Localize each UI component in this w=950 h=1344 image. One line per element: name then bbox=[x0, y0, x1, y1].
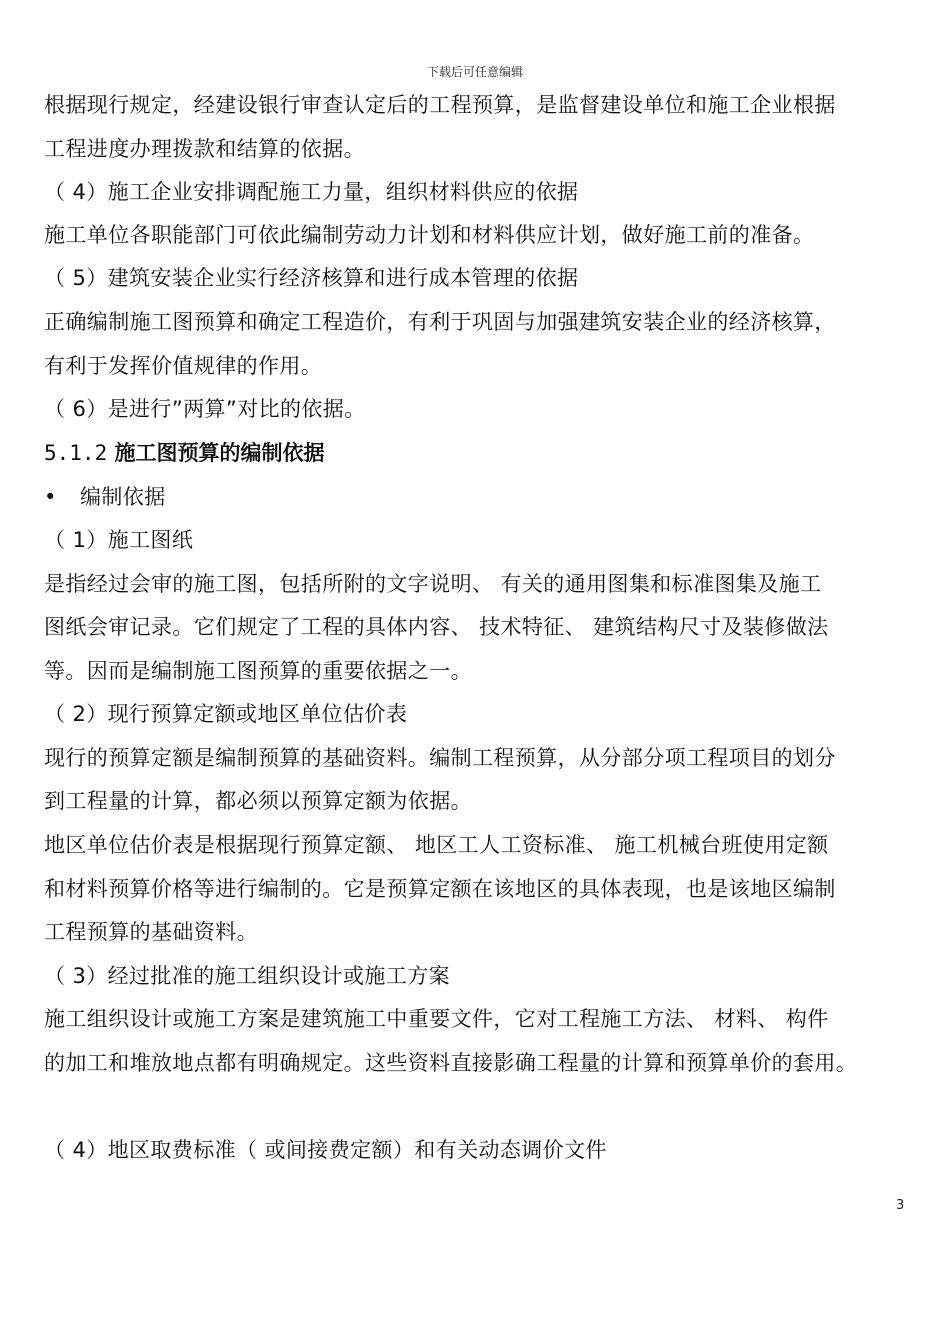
item-heading: （ 3）经过批准的施工组织设计或施工方案 bbox=[44, 964, 451, 988]
bullet-item bbox=[44, 482, 166, 512]
item-heading: （ 6）是进行”两算”对比的依据。 bbox=[44, 397, 366, 421]
paragraph-line: 正确编制施工图预算和确定工程造价，有利于巩固与加强建筑安装企业的经济核算， bbox=[44, 310, 836, 334]
paragraph-line: 地区单位估价表是根据现行预算定额、 地区工人工资标准、 施工机械台班使用定额 bbox=[44, 833, 829, 857]
paragraph-line: 现行的预算定额是编制预算的基础资料。编制工程预算，从分部分项工程项目的划分 bbox=[44, 746, 836, 770]
section-heading bbox=[44, 438, 325, 468]
paragraph-line: 的加工和堆放地点都有明确规定。这些资料直接影确工程量的计算和预算单价的套用。 bbox=[44, 1051, 858, 1075]
paragraph-line: 根据现行规定，经建设银行审查认定后的工程预算，是监督建设单位和施工企业根据 bbox=[44, 93, 836, 117]
paragraph-line: 工程进度办理拨款和结算的依据。 bbox=[44, 137, 365, 161]
item-heading: （ 4）地区取费标准（ 或间接费定额）和有关动态调价文件 bbox=[44, 1138, 607, 1162]
page-number: 3 bbox=[896, 1198, 905, 1213]
paragraph-line: 施工单位各职能部门可依此编制劳动力计划和材料供应计划，做好施工前的准备。 bbox=[44, 223, 815, 247]
paragraph-line: 施工组织设计或施工方案是建筑施工中重要文件，它对工程施工方法、 材料、 构件 bbox=[44, 1007, 829, 1031]
header-note: 下载后可任意编辑 bbox=[426, 65, 523, 79]
paragraph-line: 有利于发挥价值规律的作用。 bbox=[44, 354, 323, 378]
paragraph-line: 工程预算的基础资料。 bbox=[44, 920, 258, 944]
item-heading: （ 5）建筑安装企业实行经济核算和进行成本管理的依据 bbox=[44, 266, 579, 290]
paragraph-line: 是指经过会审的施工图，包括所附的文字说明、 有关的通用图集和标准图集及施工 bbox=[44, 572, 822, 596]
paragraph-line: 等。因而是编制施工图预算的重要依据之一。 bbox=[44, 659, 472, 683]
section-number: 5.1.2 bbox=[44, 441, 108, 465]
item-heading: （ 4）施工企业安排调配施工力量，组织材料供应的依据 bbox=[44, 180, 579, 204]
bullet-icon: • bbox=[44, 485, 57, 509]
paragraph-line: 图纸会审记录。它们规定了工程的具体内容、 技术特征、 建筑结构尺寸及装修做法 bbox=[44, 615, 829, 639]
paragraph-line: 和材料预算价格等进行编制的。它是预算定额在该地区的具体表现，也是该地区编制 bbox=[44, 877, 836, 901]
item-heading: （ 2）现行预算定额或地区单位估价表 bbox=[44, 702, 408, 726]
bullet-text: 编制依据 bbox=[80, 485, 166, 509]
item-heading: （ 1）施工图纸 bbox=[44, 528, 194, 552]
paragraph-line: 到工程量的计算，都必须以预算定额为依据。 bbox=[44, 789, 472, 813]
section-title: 施工图预算的编制依据 bbox=[114, 441, 325, 465]
